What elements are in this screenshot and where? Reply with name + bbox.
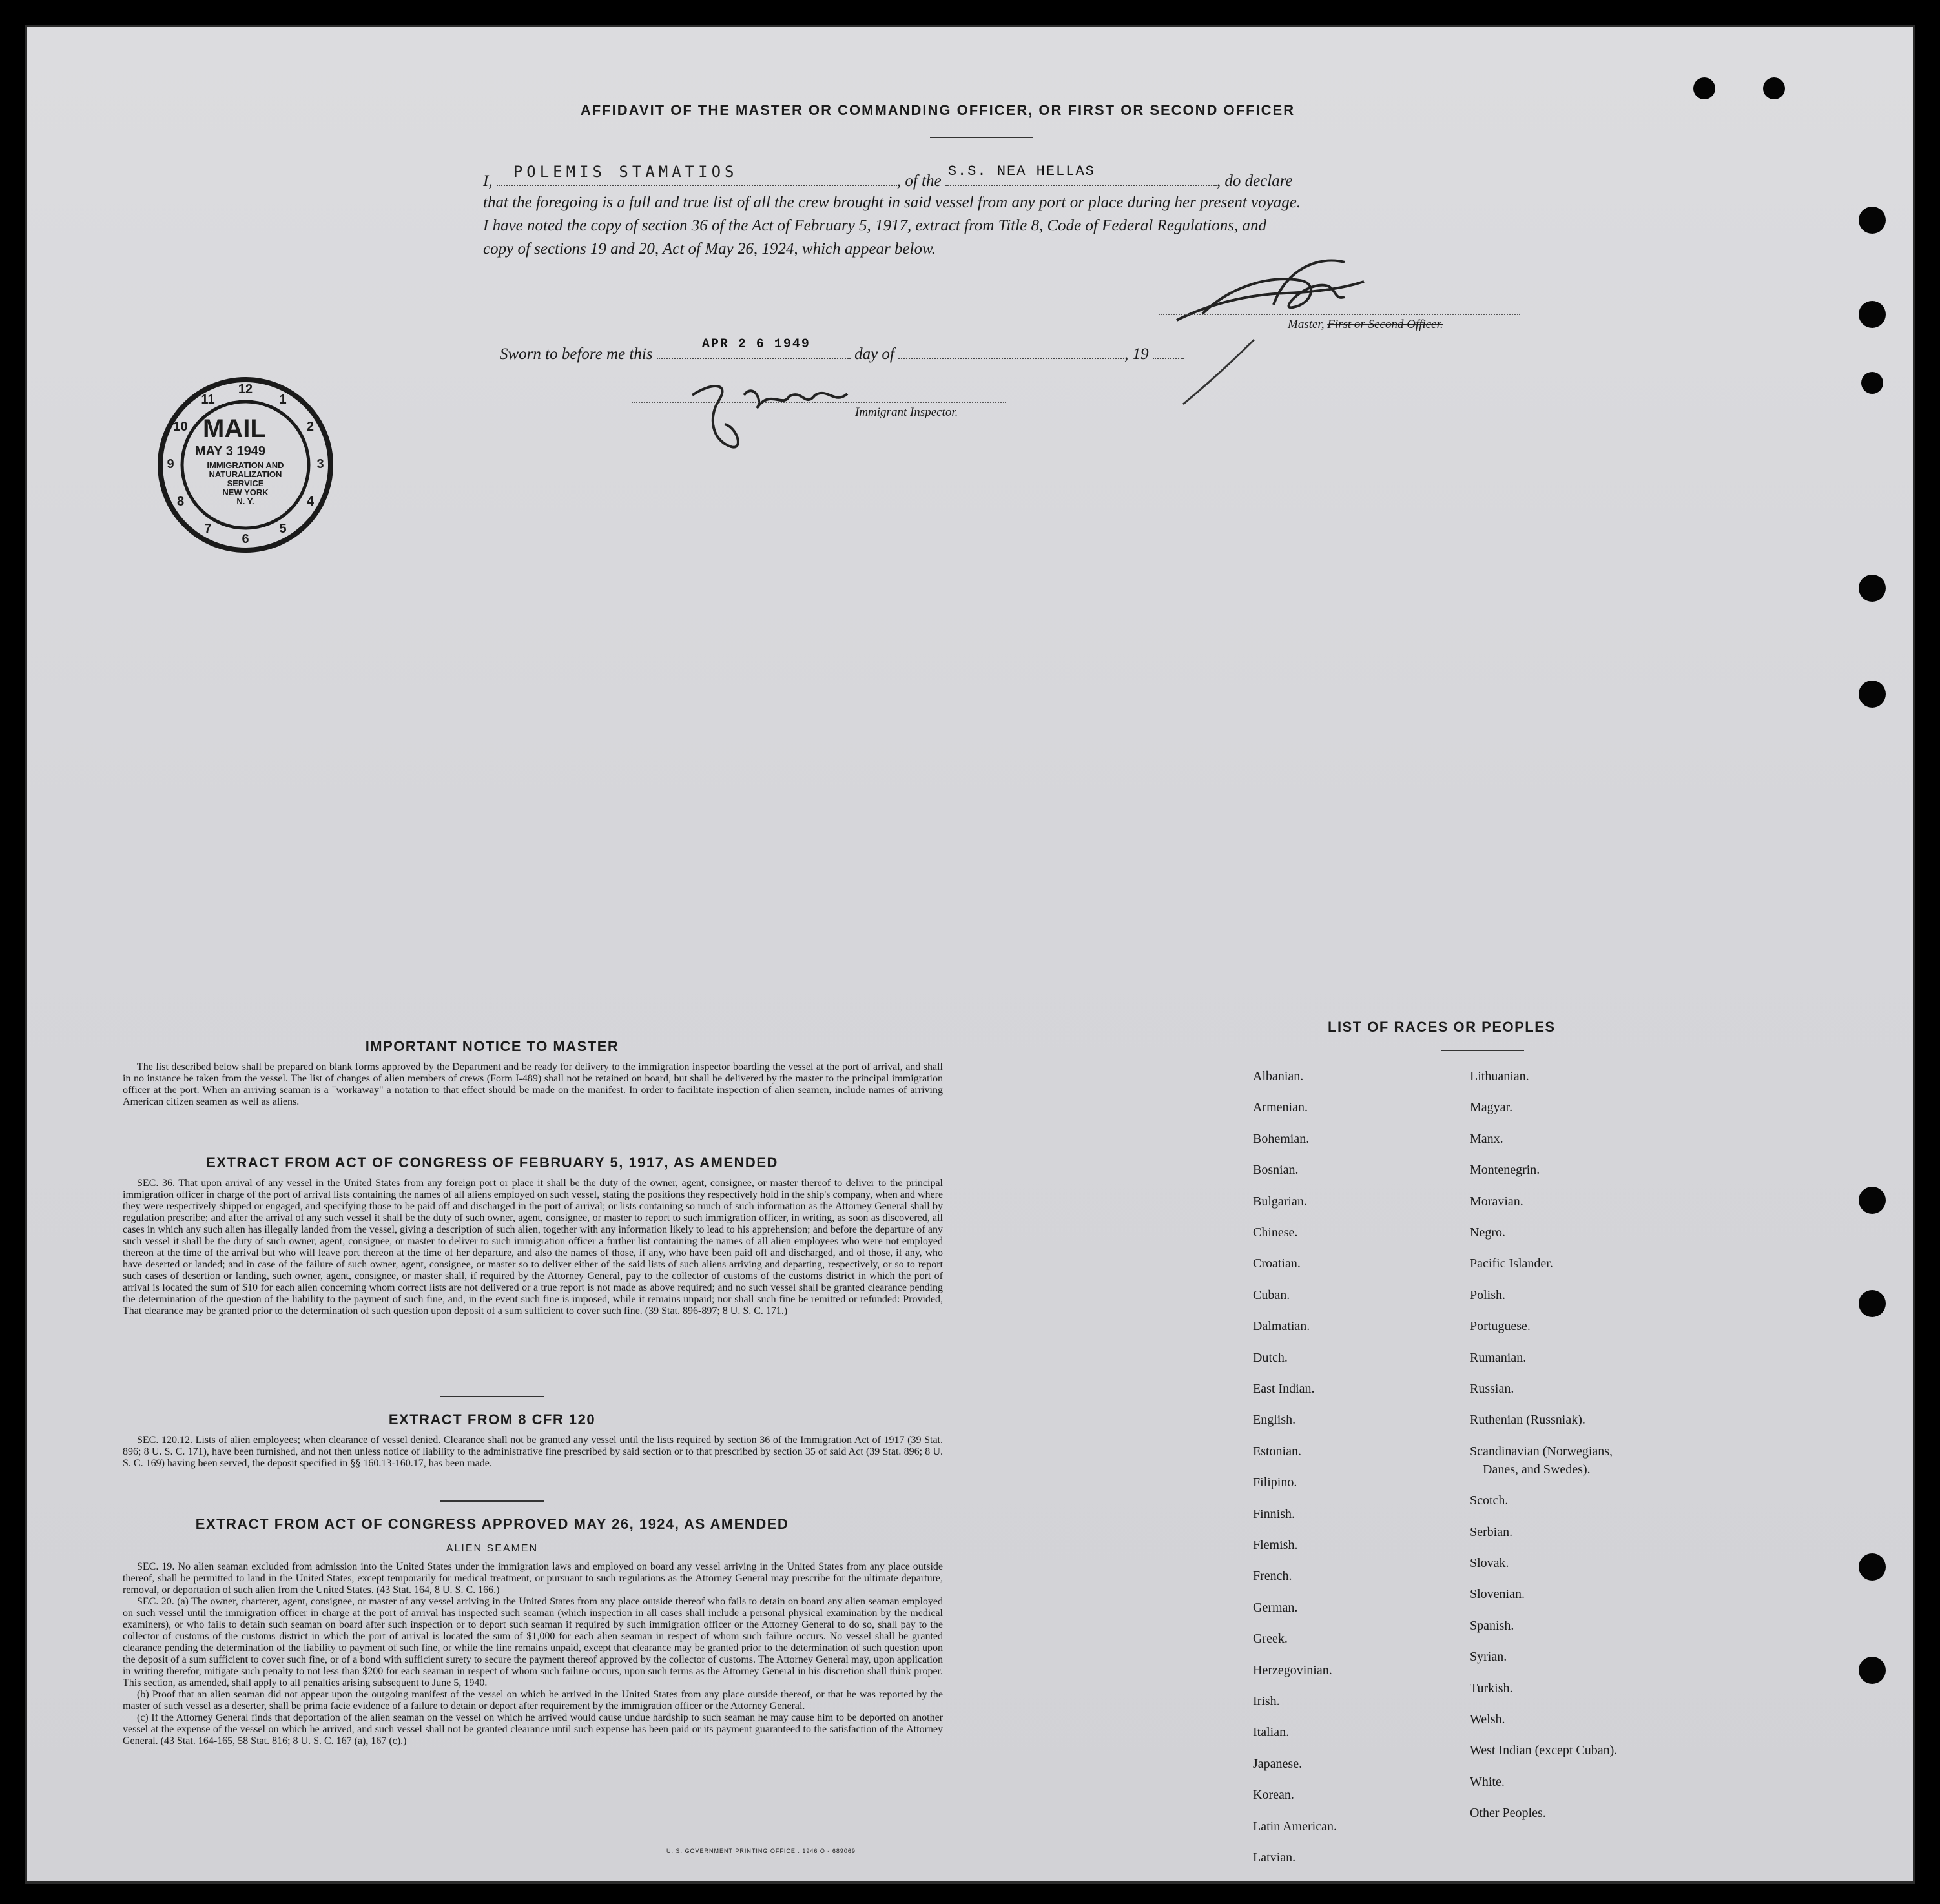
declaration-line-4: copy of sections 19 and 20, Act of May 26, 1924, which appear below. — [483, 240, 936, 258]
race-item: Turkish. — [1470, 1681, 1513, 1695]
stamp-dial-number: 1 — [279, 392, 287, 407]
race-item: Greek. — [1253, 1632, 1288, 1646]
race-item: Chinese. — [1253, 1225, 1298, 1240]
stamp-dial-number: 11 — [201, 392, 215, 407]
race-item: Scotch. — [1470, 1493, 1509, 1508]
race-item: West Indian (except Cuban). — [1470, 1743, 1618, 1758]
race-item: Bosnian. — [1253, 1163, 1299, 1178]
race-item: French. — [1253, 1569, 1292, 1584]
race-item: Montenegrin. — [1470, 1163, 1540, 1178]
divider — [440, 1500, 544, 1502]
race-item: Croatian. — [1253, 1256, 1301, 1271]
master-name-field — [497, 163, 897, 186]
race-item: East Indian. — [1253, 1382, 1315, 1396]
race-item: Japanese. — [1253, 1756, 1303, 1771]
race-item: Syrian. — [1470, 1650, 1507, 1664]
race-item: Slovak. — [1470, 1556, 1509, 1570]
race-item: Herzegovinian. — [1253, 1663, 1332, 1677]
extract-1924-title: EXTRACT FROM ACT OF CONGRESS APPROVED MAY 26, 1924, AS AMENDED — [195, 1516, 789, 1532]
race-item: Moravian. — [1470, 1194, 1523, 1209]
race-item: Magyar. — [1470, 1100, 1513, 1115]
stamp-dial-number: 5 — [279, 522, 287, 537]
punch-hole — [1859, 1290, 1886, 1317]
race-item: Latin American. — [1253, 1819, 1337, 1834]
stamp-date: MAY 3 1949 — [195, 444, 265, 458]
race-item: Dutch. — [1253, 1350, 1288, 1365]
stamp-dial-number: 10 — [173, 420, 188, 434]
race-item: Other Peoples. — [1470, 1806, 1546, 1821]
notice-body: The list described below shall be prepared on blank forms approved by the Department and be ready for delivery to the immigration inspector boarding the vessel at the port of arrival, and shall in no instance be taken from the vessel. The list of changes of alien members of crews (Form I-489) shall not be retained on board, but shall be delivered by the master to the principal immigration officer at the port. When an arriving seaman is a "workaway" a notation to that effect should be made on the manifest. In order to facilitate inspection of alien seamen, include names of arriving American citizen seamen as well as aliens. — [123, 1061, 943, 1107]
extract-cfr-title: EXTRACT FROM 8 CFR 120 — [388, 1411, 596, 1428]
race-item: Italian. — [1253, 1725, 1290, 1740]
race-item: Latvian. — [1253, 1850, 1296, 1865]
year-field — [1153, 341, 1184, 359]
punch-hole — [1693, 77, 1715, 99]
stamp-agency: IMMIGRATION AND NATURALIZATION SERVICE NEW YORK N. Y. — [207, 460, 284, 506]
sworn-line: Sworn to before me this APR 2 6 1949 day of , 19 — [500, 341, 1184, 366]
extract-1917-body: SEC. 36. That upon arrival of any vessel in the United States from any foreign port or place it shall be the duty of the owner, agent, consignee, or master thereof to deliver to the principal immigration officer in charge of the port of arrival lists containing the names of all aliens employed on such vessel, stating the positions they respectively hold in the ship's company, when and where they were respectively shipped or engaged, and specifying those to be paid off and discharged in the port of arrival; or lists containing so much of such information as the Attorney General shall by regulation prescribe; and after the arrival of any such vessel it shall be the duty of such owner, agent, consignee, or master to report to such immigration officer, in writing, as soon as discovered, all cases in which any such alien has illegally landed from the vessel, giving a description of such alien, together with any information likely to lead to his apprehension; and before the departure of any such vessel it shall be the duty of such owner, agent, consignee, or master to deliver to such immigration officer a further list containing the names of all alien employees who were not employed thereon at the time of the arrival but who will leave port thereon at the time of her departure, and also the names of those, if any, who have been paid off and discharged, and of those, if any, who have deserted or landed; and in case of the failure of such owner, agent, consignee, or master so to deliver either of the said lists of such aliens arriving and departing, respectively, or so to report such cases of desertion or landing, such owner, agent, consignee, or master shall, if required by the Attorney General, pay to the collector of customs of the customs district in which the port of arrival is located the sum of $10 for each alien concerning whom correct lists are not delivered or a true report is not made as above required; and no such vessel shall be granted clearance pending the determination of the question of the liability to the payment of such fine, and, in the event such fine is imposed, while it remains unpaid; nor shall such fine be remitted or refunded: Provided, That clearance may be granted prior to the determination of such question upon deposit of a sum sufficient to cover such fine. (39 Stat. 896-897; 8 U. S. C. 171.) — [123, 1178, 943, 1316]
printer-imprint: U. S. GOVERNMENT PRINTING OFFICE : 1946 O - 689069 — [666, 1848, 856, 1854]
race-item: Bulgarian. — [1253, 1194, 1307, 1209]
race-item: Negro. — [1470, 1225, 1505, 1240]
master-name-handwritten: POLEMIS STAMATIOS — [513, 163, 738, 181]
stamp-dial-number: 6 — [242, 532, 249, 546]
race-item: Ruthenian (Russniak). — [1470, 1413, 1585, 1428]
race-item: Pacific Islander. — [1470, 1256, 1553, 1271]
struck-officer-label: First or Second Officer. — [1327, 318, 1443, 331]
punch-hole — [1859, 575, 1886, 602]
stamp-dial-number: 3 — [316, 457, 324, 471]
race-item: Welsh. — [1470, 1712, 1505, 1726]
extract-1924-body: SEC. 19. No alien seaman excluded from admission into the United States under the immigration laws and employed on board any vessel arriving in the United States from any place outside thereof, shall be permitted to land in the United States, except temporarily for medical treatment, or pursuant to such regulations as the Attorney General may prescribe for the ultimate departure, removal, or deportation of such alien from the United States. (43 Stat. 164, 8 U. S. C. 166.) SEC. 20. (a) The owner, charterer, agent, consignee, or master of any vessel arriving in the United States from any place outside thereof who fails to detain on board any alien seaman employed on such vessel until the immigration officer in charge at the port of arrival has inspected such seaman (which inspection in all cases shall include a personal physical examination by the medical examiners), or who fails to detain such seaman on board after such inspection or to deport such seaman if required by such immigration officer or the Attorney General to do so, shall pay to the collector of customs of the customs district in which the port of arrival is located the sum of $1,000 for each alien seaman in respect of whom such failure occurs. No vessel shall be granted clearance pending the determination of the liability to payment of such fine, or while the fine remains unpaid, except that clearance may be granted prior to the determination of such question upon the deposit of a sum sufficient to cover such fine, or of a bond with sufficient surety to secure the payment thereof approved by the collector of customs. The Attorney General may, upon application in writing therefor, mitigate such penalty to not less than $200 for each seaman in respect of whom such failure occurs, upon such terms as the Attorney General in his discretion shall think proper. This section, as amended, shall apply to all penalties arising subsequent to June 5, 1940. (b) Proof that an alien seaman did not appear upon the outgoing manifest of the vessel on which he arrived in the United States from any place outside thereof, or that he was reported by the master of such vessel as a deserter, shall be prima facie evidence of a failure to detain or deport after requirement by the immigration officer or the Attorney General. (c) If the Attorney General finds that deportation of the alien seaman on the vessel on which he arrived would cause undue hardship to such seaman he may cause him to be deported on another vessel at the expense of the vessel on which he arrived, and such vessel shall not be granted clearance until such expense has been paid or its payment guaranteed to the satisfaction of the Attorney General. (43 Stat. 164-165, 58 Stat. 816; 8 U. S. C. 167 (a), 167 (c).) — [123, 1561, 943, 1746]
stamp-dial-number: 2 — [306, 420, 315, 434]
punch-hole — [1859, 1187, 1886, 1214]
race-item: Russian. — [1470, 1382, 1514, 1396]
race-item: Bohemian. — [1253, 1131, 1310, 1146]
vessel-name-field — [945, 163, 1217, 186]
manifest-page — [25, 25, 1915, 1884]
extract-cfr-body: SEC. 120.12. Lists of alien employees; when clearance of vessel denied. Clearance shall not be granted any vessel until the lists required by section 36 of the Immigration Act of 1917 (39 Stat. 896; 8 U. S. C. 171), have been furnished, and not then unless notice of liability to the administrative fine prescribed by said section or to that prescribed by section 35 of said Act (39 Stat. 896; 8 U. S. C. 169) having been served, the deposit specified in §§ 160.13-160.17, has been made. — [123, 1435, 943, 1469]
stamp-dial-number: 12 — [238, 382, 253, 396]
race-item: Polish. — [1470, 1287, 1506, 1302]
race-item: German. — [1253, 1600, 1298, 1615]
inspector-signature — [673, 356, 880, 460]
declaration-line-3: I have noted the copy of section 36 of the Act of February 5, 1917, extract from Title 8, Code of Federal Regulations, and — [483, 217, 1266, 234]
sworn-date-stamp: APR 2 6 1949 — [701, 337, 810, 352]
punch-hole — [1859, 681, 1886, 708]
race-item: Armenian. — [1253, 1100, 1308, 1115]
race-item: Korean. — [1253, 1788, 1294, 1803]
race-item: Serbian. — [1470, 1524, 1513, 1539]
stamp-top: MAIL — [203, 415, 266, 443]
race-item: Portuguese. — [1470, 1319, 1531, 1334]
punch-hole — [1859, 1657, 1886, 1684]
race-item: Manx. — [1470, 1131, 1503, 1146]
title-rule — [930, 137, 1033, 138]
declaration-line-2: that the foregoing is a full and true list of all the crew brought in said vessel from any port or place during her present voyage. — [483, 194, 1301, 211]
declaration-line-1: I, POLEMIS STAMATIOS , of the S.S. NEA HELLAS , do declare — [483, 168, 1542, 193]
race-item: English. — [1253, 1413, 1296, 1428]
race-item: Cuban. — [1253, 1287, 1290, 1302]
stamp-dial-number: 8 — [176, 495, 185, 509]
extract-1917-title: EXTRACT FROM ACT OF CONGRESS OF FEBRUARY 5, 1917, AS AMENDED — [206, 1154, 778, 1171]
races-title: LIST OF RACES OR PEOPLES — [1328, 1019, 1556, 1035]
race-item: White. — [1470, 1774, 1505, 1789]
race-item: Lithuanian. — [1470, 1069, 1529, 1083]
races-title-rule — [1441, 1050, 1524, 1051]
race-item: Spanish. — [1470, 1618, 1514, 1633]
punch-hole — [1859, 1553, 1886, 1581]
stamp-dial-number: 9 — [167, 457, 174, 471]
race-item: Filipino. — [1253, 1475, 1297, 1490]
punch-hole — [1859, 207, 1886, 234]
race-item: Flemish. — [1253, 1538, 1298, 1552]
master-signature-line — [1159, 314, 1520, 316]
divider — [440, 1396, 544, 1397]
punch-hole — [1861, 372, 1883, 394]
race-item: Albanian. — [1253, 1069, 1304, 1083]
race-item: Rumanian. — [1470, 1350, 1527, 1365]
race-item: Danes, and Swedes). — [1483, 1462, 1591, 1477]
race-item: Dalmatian. — [1253, 1319, 1310, 1334]
punch-hole — [1763, 77, 1785, 99]
master-label: Master, First or Second Officer. — [1288, 318, 1443, 331]
race-item: Finnish. — [1253, 1506, 1295, 1521]
affidavit-title: AFFIDAVIT OF THE MASTER OR COMMANDING OFFICER, OR FIRST OR SECOND OFFICER — [580, 102, 1295, 118]
race-item: Scandinavian (Norwegians, — [1470, 1444, 1613, 1459]
punch-hole — [1859, 301, 1886, 328]
inspector-signature-line — [632, 402, 1006, 404]
race-item: Slovenian. — [1470, 1587, 1525, 1602]
mail-received-stamp — [155, 374, 336, 555]
race-item: Estonian. — [1253, 1444, 1301, 1459]
stamp-dial-number: 4 — [306, 495, 315, 509]
stamp-dial-number: 7 — [204, 522, 212, 537]
extract-1924-subtitle: ALIEN SEAMEN — [446, 1543, 539, 1554]
race-item: Irish. — [1253, 1694, 1280, 1708]
day-of-field — [898, 341, 1124, 359]
inspector-label: Immigrant Inspector. — [855, 405, 958, 419]
vessel-name: S.S. NEA HELLAS — [947, 163, 1095, 179]
notice-title: IMPORTANT NOTICE TO MASTER — [365, 1038, 619, 1054]
